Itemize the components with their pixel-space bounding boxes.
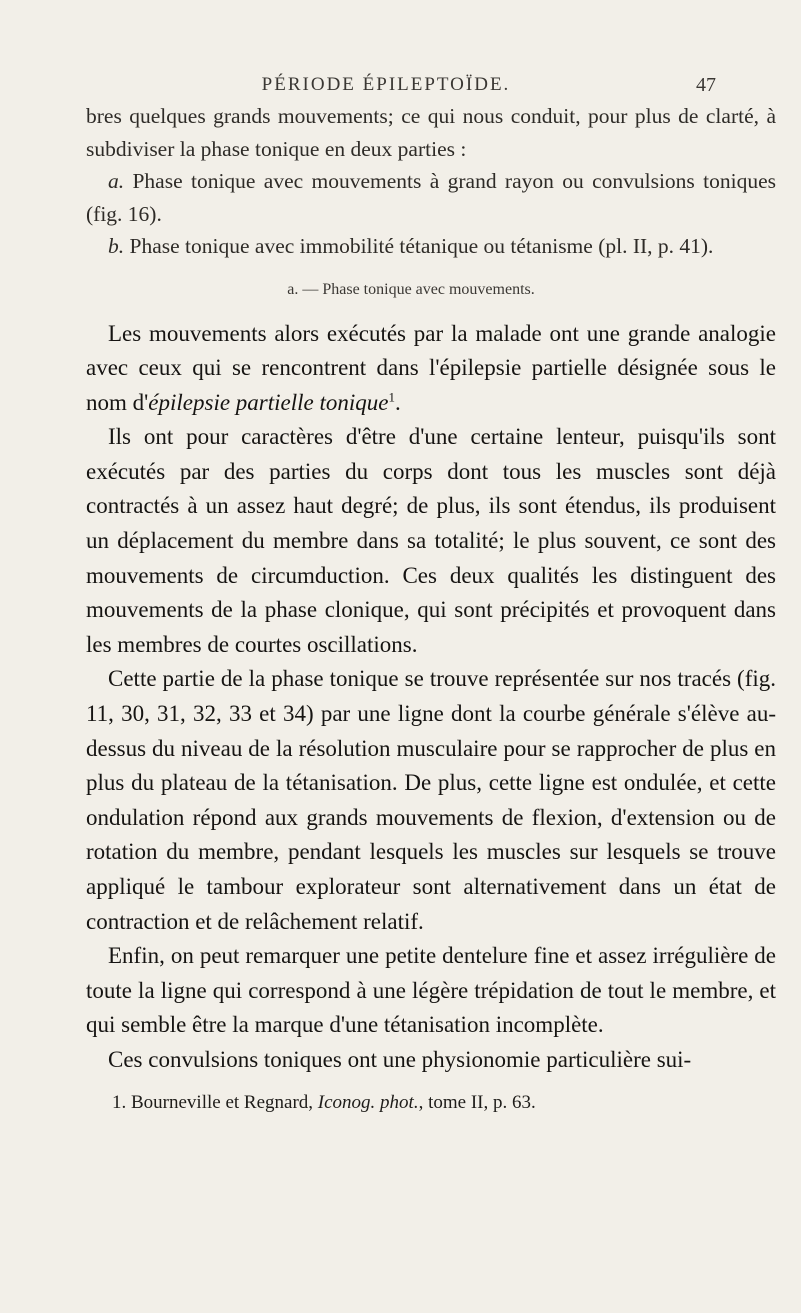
list-text-b: Phase tonique avec immobilité tétanique ou tétanisme (pl. II, p. 41).: [124, 234, 714, 258]
intro-section: [86, 100, 776, 263]
paragraph-3: Cette partie de la phase tonique se trouve représentée sur nos tracés (fig. 11, 30, 31, 32, 33 et 34) par une ligne dont la courbe générale s'élève au-dessus du niveau de la résolution musculaire pour se rapprocher de plus en plus du plateau de la tétanisation. De plus, cette ligne est ondulée, et cette ondulation répond aux grands mouvements de flexion, d'extension ou de rotation du membre, pendant lesquels les muscles sur lesquels se trouve appliqué le tambour explorateur sont alternativement dans un état de contraction et de relâchement relatif.: [86, 666, 776, 934]
paragraph-2: Ils ont pour caractères d'être d'une certaine lenteur, puisqu'ils sont exécutés par des parties du corps dont tous les muscles sont déjà contractés à un assez haut degré; de plus, ils sont étendus, ils produisent un déplacement du membre dans sa totalité; le plus souvent, ce sont des mouvements de circumduction. Ces deux qualités les distinguent des mouvements de la phase clonique, qui sont précipités et provoquent dans les membres de courtes oscillations.: [86, 424, 776, 657]
running-title: PÉRIODE ÉPILEPTOÏDE.: [261, 74, 511, 95]
running-head: [86, 74, 716, 102]
list-item-b: [86, 230, 776, 263]
continuation-paragraph: bres quelques grands mouvements; ce qui nous conduit, pour plus de clarté, à subdiviser la phase tonique en deux parties :: [86, 104, 776, 161]
list-item-a: [86, 165, 776, 230]
list-text-a: Phase tonique avec mouvements à grand rayon ou convulsions toniques (fig. 16).: [86, 169, 776, 226]
footnote-marker: 1: [388, 389, 395, 405]
list-letter-a: a.: [108, 169, 125, 193]
paragraph-5: Ces convulsions toniques ont une physionomie particulière sui-: [108, 1046, 692, 1072]
footnote-authors: Bourneville et Regnard,: [126, 1091, 318, 1113]
section-subheading: a. — Phase tonique avec mouvements.: [287, 280, 535, 298]
paragraph-1-end: .: [394, 389, 401, 415]
paragraph-4: Enfin, on peut remarquer une petite dentelure fine et assez irrégulière de toute la ligne qui correspond à une légère trépidation de tout le membre, et qui semble être la marque d'une tétanisation incomplète.: [86, 943, 776, 1038]
footnote: [86, 1090, 776, 1116]
book-page: [86, 0, 776, 1313]
main-text: [86, 317, 776, 1078]
page-number: 47: [696, 74, 716, 96]
paragraph-1-text: Les mouvements alors exécutés par la malade ont une grande analogie avec ceux qui se rencontrent dans l'épilepsie partielle désignée sous le nom d': [86, 320, 776, 415]
footnote-work: Iconog. phot.: [317, 1091, 419, 1113]
paragraph-1-italic: épilepsie partielle tonique: [148, 389, 389, 415]
list-letter-b: b.: [108, 234, 125, 258]
page-body: [86, 100, 776, 1116]
paragraph-1: [86, 317, 776, 421]
footnote-number: 1.: [112, 1091, 127, 1113]
footnote-reference: , tome II, p. 63.: [418, 1091, 536, 1113]
